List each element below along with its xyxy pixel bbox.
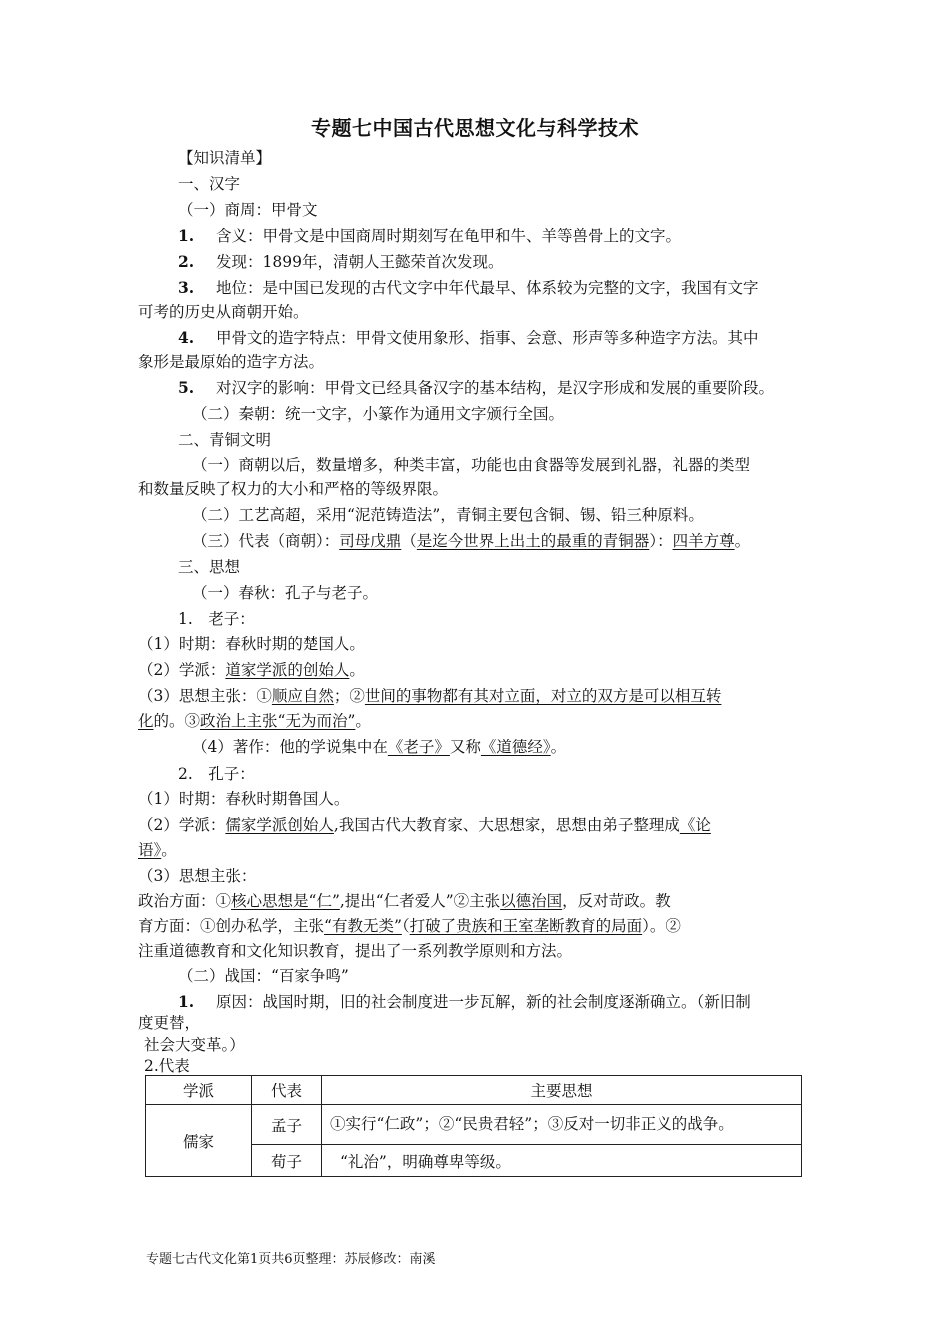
list-item: 3. 地位：是中国已发现的古代文字中年代最早、体系较为完整的文字，我国有文字 [178, 278, 759, 297]
list-item: 1. 老子： [178, 610, 255, 628]
list-item-continuation: 社会大变革。） [144, 1036, 245, 1054]
paragraph: （三）代表（商朝）：司母戊鼎（是迄今世界上出土的最重的青铜器）：四羊方尊。 [192, 532, 751, 550]
list-item-continuation: 语》。 [138, 841, 177, 859]
table-header: 主要思想 [322, 1076, 802, 1105]
list-item: 1. 原因：战国时期，旧的社会制度进一步瓦解，新的社会制度逐渐确立。（新旧制 [178, 992, 751, 1011]
paragraph-continuation: 和数量反映了权力的大小和严格的等级界限。 [138, 480, 449, 498]
subheading-chunqiu: （一）春秋：孔子与老子。 [192, 584, 379, 602]
paragraph-continuation: 注重道德教育和文化知识教育，提出了一系列教学原则和方法。 [138, 942, 573, 960]
list-item: （2）学派：儒家学派创始人,我国古代大教育家、大思想家，思想由弟子整理成《论 [138, 816, 711, 834]
table-header: 学派 [146, 1076, 252, 1105]
list-item: 2. 发现：1899年，清朝人王懿荣首次发现。 [178, 252, 504, 271]
list-item: 4. 甲骨文的造字特点：甲骨文使用象形、指事、会意、形声等多种造字方法。其中 [178, 328, 759, 347]
list-item-continuation: 化的。③政治上主张“无为而治”。 [138, 712, 371, 730]
table-cell-idea: ①实行“仁政”；②“民贵君轻”；③反对一切非正义的战争。 [322, 1105, 802, 1145]
table-cell-idea: “礼治”，明确尊卑等级。 [322, 1145, 802, 1177]
paragraph: （一）商朝以后，数量增多，种类丰富，功能也由食器等发展到礼器，礼器的类型 [192, 456, 751, 474]
list-item: （2）学派：道家学派的创始人。 [138, 661, 365, 679]
subheading-shangzhou: （一）商周：甲骨文 [178, 201, 318, 219]
list-item: 2. 孔子： [178, 765, 255, 783]
paragraph: 育方面：①创办私学，主张“有教无类”（打破了贵族和王室垄断教育的局面）。② [138, 917, 681, 935]
schools-table [145, 1075, 802, 1177]
paragraph: （二）工艺高超，采用“泥范铸造法”，青铜主要包含铜、锡、铅三种原料。 [192, 506, 704, 524]
list-item: （4）著作：他的学说集中在《老子》又称《道德经》。 [192, 738, 567, 756]
heading-thought: 三、思想 [178, 558, 241, 576]
subheading-zhanguo: （二）战国：“百家争鸣” [178, 967, 349, 985]
list-item: 2.代表 [144, 1057, 190, 1075]
list-item: （3）思想主张：①顺应自然；②世间的事物都有其对立面，对立的双方是可以相互转 [138, 687, 722, 705]
list-item: （1）时期：春秋时期鲁国人。 [138, 790, 350, 808]
table-header-row [146, 1076, 802, 1105]
table-cell-rep: 孟子 [252, 1105, 322, 1145]
table-row [146, 1105, 802, 1145]
section-header: 【知识清单】 [178, 149, 272, 167]
list-item: （1）时期：春秋时期的楚国人。 [138, 635, 365, 653]
table-header: 代表 [252, 1076, 322, 1105]
page-footer: 专题七古代文化第1页共6页整理：苏辰修改：南溪 [146, 1252, 436, 1267]
list-item: 5. 对汉字的影响：甲骨文已经具备汉字的基本结构，是汉字形成和发展的重要阶段。 [178, 378, 775, 397]
table-cell-rep: 荀子 [252, 1145, 322, 1177]
heading-bronze: 二、青铜文明 [178, 431, 272, 449]
list-item-continuation: 象形是最原始的造字方法。 [138, 353, 325, 371]
subheading-qin: （二）秦朝：统一文字，小篆作为通用文字颁行全国。 [192, 405, 565, 423]
list-item-continuation: 可考的历史从商朝开始。 [138, 303, 309, 321]
page-title: 专题七中国古代思想文化与科学技术 [311, 116, 639, 140]
list-item-continuation: 度更替， [138, 1014, 201, 1032]
list-item: （3）思想主张： [138, 867, 257, 885]
list-item: 1. 含义：甲骨文是中国商周时期刻写在龟甲和牛、羊等兽骨上的文字。 [178, 226, 682, 245]
heading-hanzi: 一、汉字 [178, 175, 241, 193]
paragraph: 政治方面：①核心思想是“仁”,提出“仁者爱人”②主张以德治国，反对苛政。教 [138, 892, 671, 910]
table-cell-school: 儒家 [146, 1105, 252, 1177]
